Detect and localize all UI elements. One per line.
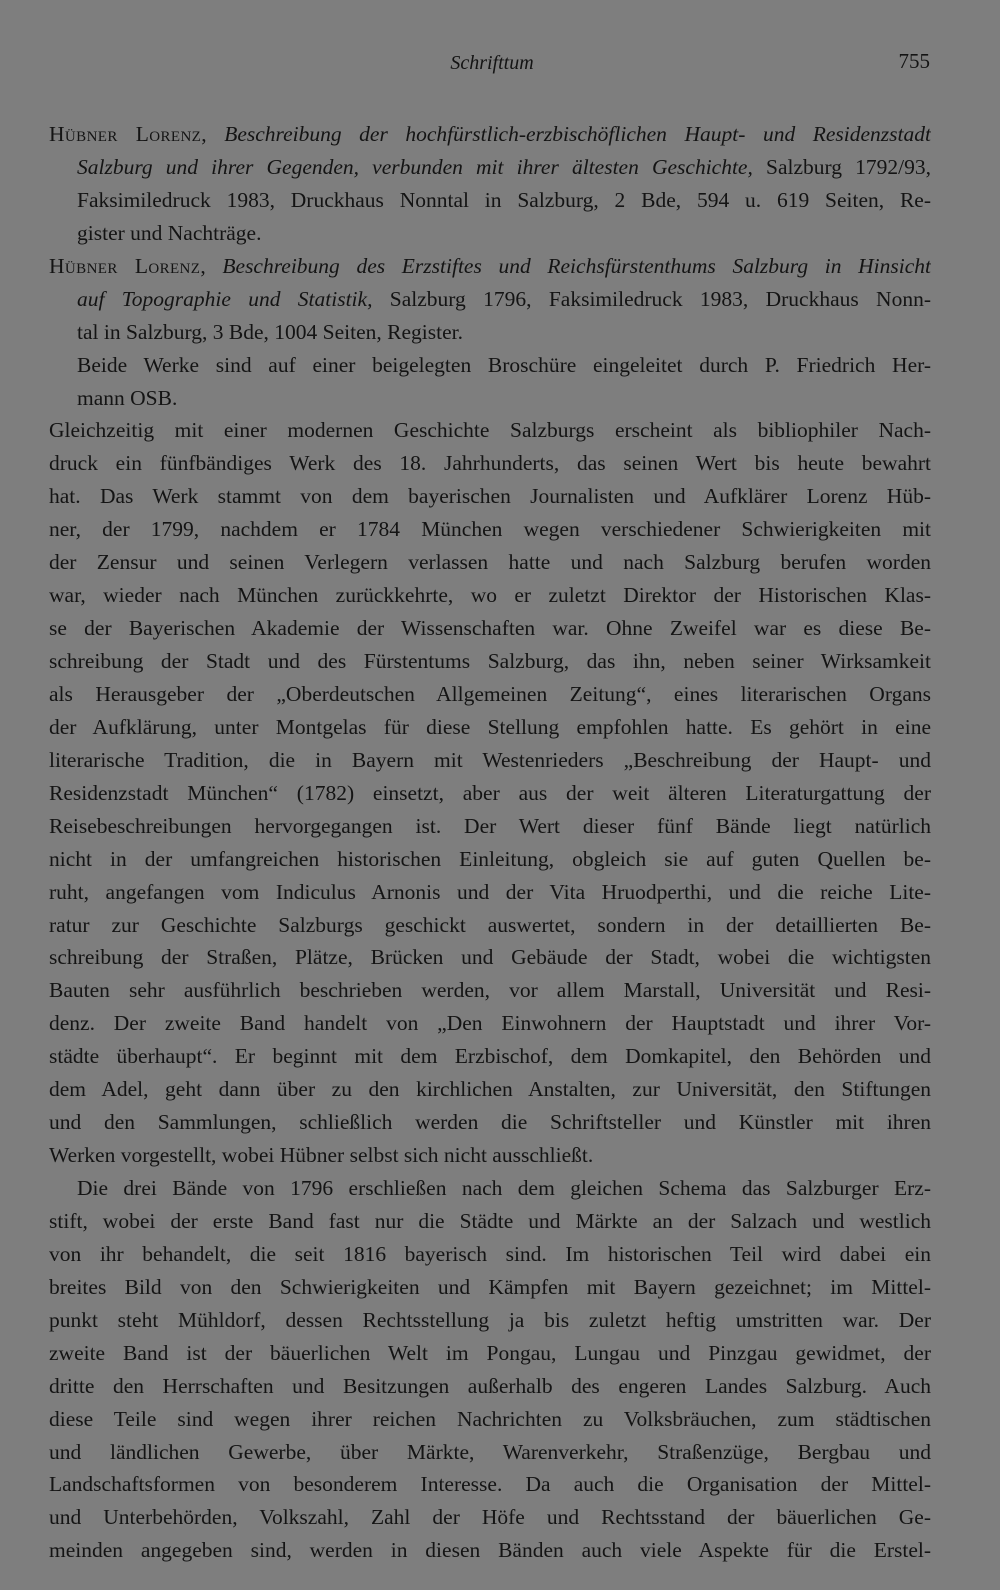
book-title: Salzburg und ihrer Gegenden, verbunden mit ihrer ältesten Geschichte,: [77, 154, 753, 179]
text-line: breites Bild von den Schwierigkeiten und Kämpfen mit Bayern gezeichnet; im Mittel-: [49, 1274, 931, 1299]
text-line: als Herausgeber der „Oberdeutschen Allgemeinen Zeitung“, eines literarischen Organs: [49, 681, 931, 706]
text-line: zweite Band ist der bäuerlichen Welt im Pongau, Lungau und Pinzgau gewidmet, der: [49, 1340, 931, 1365]
page-body: [49, 118, 931, 1567]
text-line: punkt steht Mühldorf, dessen Rechtsstellung ja bis zuletzt heftig umstritten war. Der: [49, 1307, 931, 1332]
text-line: diese Teile sind wegen ihrer reichen Nachrichten zu Volksbräuchen, zum städtischen: [49, 1406, 931, 1431]
text-line: se der Bayerischen Akademie der Wissenschaften war. Ohne Zweifel war es diese Be-: [49, 616, 931, 641]
text-segment: tal in Salzburg, 3 Bde, 1004 Seiten, Register.: [77, 319, 463, 344]
text-line: [49, 184, 931, 217]
text-line: von ihr behandelt, die seit 1816 bayerisch sind. Im historischen Teil wird dabei ein: [49, 1241, 931, 1266]
text-line: literarische Tradition, die in Bayern mit Westenrieders „Beschreibung der Haupt- und: [49, 747, 931, 772]
text-line: Bauten sehr ausführlich beschrieben werden, vor allem Marstall, Universität und Resi-: [49, 978, 931, 1003]
text-segment: ,: [200, 253, 223, 278]
text-line: druck ein fünfbändiges Werk des 18. Jahrhunderts, das seinen Wert bis heute bewahrt: [49, 451, 931, 476]
bibliography-entry: [49, 250, 931, 349]
text-line: ratur zur Geschichte Salzburgs geschickt auswertet, sondern in der detaillierten Be-: [49, 912, 931, 937]
text-line: Die drei Bände von 1796 erschließen nach dem gleichen Schema das Salzburger Erz-: [77, 1176, 931, 1200]
text-line: dritte den Herrschaften und Besitzungen außerhalb des engeren Landes Salzburg. Auch: [49, 1373, 931, 1398]
text-segment: Salzburg 1792/93,: [752, 154, 931, 179]
text-line: denz. Der zweite Band handelt von „Den Einwohnern der Hauptstadt und ihrer Vor-: [49, 1011, 931, 1036]
bibliography-entry: [49, 118, 931, 250]
text-line: der Zensur und seinen Verlegern verlassen hatte und nach Salzburg berufen worden: [49, 550, 931, 575]
text-line: nicht in der umfangreichen historischen Einleitung, obgleich sie auf guten Quellen be-: [49, 846, 931, 871]
page-number: 755: [898, 49, 930, 73]
text-line: meinden angegeben sind, werden in diesen Bänden auch viele Aspekte für die Erstel-: [49, 1538, 931, 1563]
text-segment: gister und Nachträge.: [77, 220, 262, 245]
text-line: und den Sammlungen, schließlich werden die Schriftsteller und Künstler mit ihren: [49, 1110, 931, 1135]
text-line: und ländlichen Gewerbe, über Märkte, Warenverkehr, Straßenzüge, Bergbau und: [49, 1439, 931, 1464]
author-name: Hübner Lorenz: [49, 253, 201, 278]
book-title: auf Topographie und Statistik,: [77, 286, 373, 311]
text-line: ner, der 1799, nachdem er 1784 München wegen verschiedener Schwierigkeiten mit: [49, 517, 931, 542]
text-line: schreibung der Straßen, Plätze, Brücken und Gebäude der Stadt, wobei die wichtigsten: [49, 945, 931, 970]
text-line: und Unterbehörden, Volkszahl, Zahl der Höfe und Rechtsstand der bäuerlichen Ge-: [49, 1505, 931, 1530]
text-line: war, wieder nach München zurückkehrte, wo er zuletzt Direktor der Historischen Klas-: [49, 583, 931, 608]
text-line: [49, 118, 931, 151]
author-name: Hübner Lorenz: [49, 122, 202, 146]
text-line: Landschaftsformen von besonderem Interesse. Da auch die Organisation der Mittel-: [49, 1472, 931, 1497]
review-paragraph: [49, 414, 931, 1172]
text-line: dem Adel, geht dann über zu den kirchlichen Anstalten, zur Universität, den Stiftungen: [49, 1077, 931, 1102]
text-segment: Faksimiledruck 1983, Druckhaus Nonntal in Salzburg, 2 Bde, 594 u. 619 Seiten, Re-: [77, 187, 931, 212]
text-line: Werken vorgestellt, wobei Hübner selbst sich nicht ausschließt.: [49, 1143, 594, 1168]
text-line: [49, 250, 931, 283]
text-line: [49, 283, 931, 316]
text-line: [49, 316, 931, 349]
review-paragraph: [49, 1172, 931, 1567]
text-line: mann OSB.: [77, 385, 178, 410]
book-title: Beschreibung der hochfürstlich-erzbischöflichen Haupt- und Residenzstadt: [224, 122, 931, 146]
book-title: Beschreibung des Erzstiftes und Reichsfürstenthums Salzburg in Hinsicht: [222, 253, 931, 278]
running-header-title: Schrifttum: [450, 52, 534, 74]
text-line: Gleichzeitig mit einer modernen Geschichte Salzburgs erscheint als bibliophiler Nach-: [49, 418, 931, 443]
text-line: der Aufklärung, unter Montgelas für diese Stellung empfohlen hatte. Es gehört in eine: [49, 714, 931, 739]
text-line: ruht, angefangen vom Indiculus Arnonis und der Vita Hruodperthi, und die reiche Lite-: [49, 879, 931, 904]
text-line: Reisebeschreibungen hervorgegangen ist. Der Wert dieser fünf Bände liegt natürlich: [49, 813, 931, 838]
text-line: Beide Werke sind auf einer beigelegten Broschüre eingeleitet durch P. Friedrich Her-: [77, 352, 931, 377]
text-line: [49, 217, 931, 250]
text-line: hat. Das Werk stammt von dem bayerischen Journalisten und Aufklärer Lorenz Hüb-: [49, 484, 931, 509]
text-segment: ,: [201, 122, 225, 146]
text-line: städte überhaupt“. Er beginnt mit dem Erzbischof, dem Domkapitel, den Behörden und: [49, 1044, 931, 1069]
bibliography-note: [49, 349, 931, 415]
text-line: [49, 151, 931, 184]
text-segment: Salzburg 1796, Faksimiledruck 1983, Druckhaus Nonn-: [372, 286, 931, 311]
text-line: stift, wobei der erste Band fast nur die Städte und Märkte an der Salzach und westlich: [49, 1208, 931, 1233]
text-line: schreibung der Stadt und des Fürstentums Salzburg, das ihn, neben seiner Wirksamkeit: [49, 649, 931, 673]
text-line: Residenzstadt München“ (1782) einsetzt, aber aus der weit älteren Literaturgattung der: [49, 780, 931, 805]
